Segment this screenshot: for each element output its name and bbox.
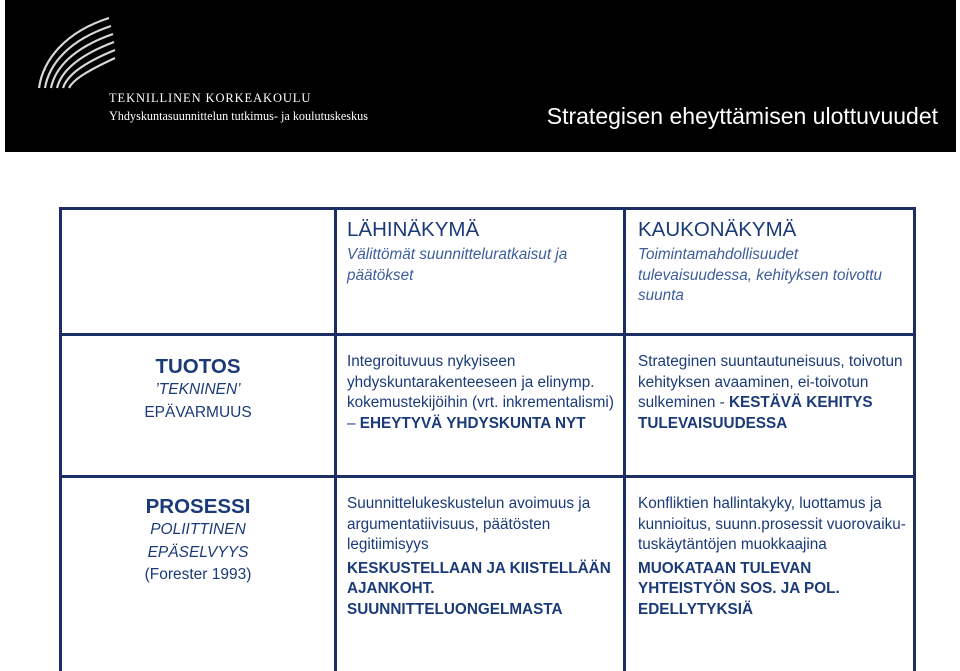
process-far-text: Konfliktien hallintakyky, luottamus ja kunnioitus, suunn.prosessit vuorovaiku-tuskäytäntöjen muokkaajina — [638, 495, 906, 554]
product-near-text: Integroituvuus nykyiseen yhdyskuntarakenteeseen ja elinymp. kokemustekijöihin (vrt. inkrementalismi) – — [347, 353, 614, 432]
product-far-cell — [638, 352, 906, 434]
table-divider-row2 — [59, 475, 916, 478]
product-row-uncertainty: EPÄVARMUUS — [144, 403, 252, 421]
header-banner — [5, 0, 956, 152]
process-row-kind: POLIITTINEN — [150, 521, 246, 538]
far-view-title: KAUKONÄKYMÄ — [638, 218, 797, 241]
strategy-table — [59, 207, 916, 671]
near-view-subtitle: Välittömät suunnitteluratkaisut ja päätökset — [347, 246, 568, 284]
table-divider-col2 — [623, 207, 626, 671]
table-border-right — [913, 207, 916, 671]
product-row-header — [63, 355, 333, 424]
product-near-cell — [347, 352, 615, 434]
near-view-header — [347, 217, 617, 286]
tkk-wing-logo-icon — [29, 14, 119, 92]
table-border-left — [59, 207, 62, 671]
process-near-text: Suunnittelukeskustelun avoimuus ja argumentatiivisuus, päätösten legitiimisyys — [347, 495, 591, 554]
institution-unit: Yhdyskuntasuunnittelun tutkimus- ja koulutuskeskus — [109, 109, 368, 123]
table-border-top — [59, 207, 916, 210]
table-divider-col1 — [334, 207, 337, 671]
product-row-title: TUOTOS — [155, 355, 241, 378]
product-near-emphasis: EHEYTYVÄ YHDYSKUNTA NYT — [359, 414, 586, 432]
product-row-kind: ’TEKNINEN’ — [155, 381, 241, 398]
process-far-cell — [638, 494, 906, 621]
process-row-source: (Forester 1993) — [144, 566, 252, 583]
slide-title: Strategisen eheyttämisen ulottuvuudet — [546, 103, 938, 129]
institution-name: TEKNILLINEN KORKEAKOULU — [109, 91, 312, 105]
product-far-text: Strateginen suuntautuneisuus, toivotun kehityksen avaaminen, ei-toivotun sulkeminen - — [638, 353, 903, 412]
process-row-uncertainty: EPÄSELVYYS — [147, 543, 249, 561]
process-near-cell — [347, 494, 615, 621]
process-near-emphasis: KESKUSTELLAAN JA KIISTELLÄÄN AJANKOHT. SUUNNITTELUONGELMASTA — [347, 559, 611, 618]
process-far-emphasis: MUOKATAAN TULEVAN YHTEISTYÖN SOS. JA POL. EDELLYTYKSIÄ — [638, 559, 840, 618]
far-view-header — [638, 217, 906, 307]
near-view-title: LÄHINÄKYMÄ — [347, 218, 480, 241]
process-row-title: PROSESSI — [145, 495, 251, 518]
table-divider-row1 — [59, 333, 916, 336]
far-view-subtitle: Toimintamahdollisuudet tulevaisuudessa, kehityksen toivottu suunta — [638, 246, 883, 305]
process-row-header — [63, 495, 333, 587]
product-far-emphasis: KESTÄVÄ KEHITYS TULEVAISUUDESSA — [638, 394, 873, 432]
